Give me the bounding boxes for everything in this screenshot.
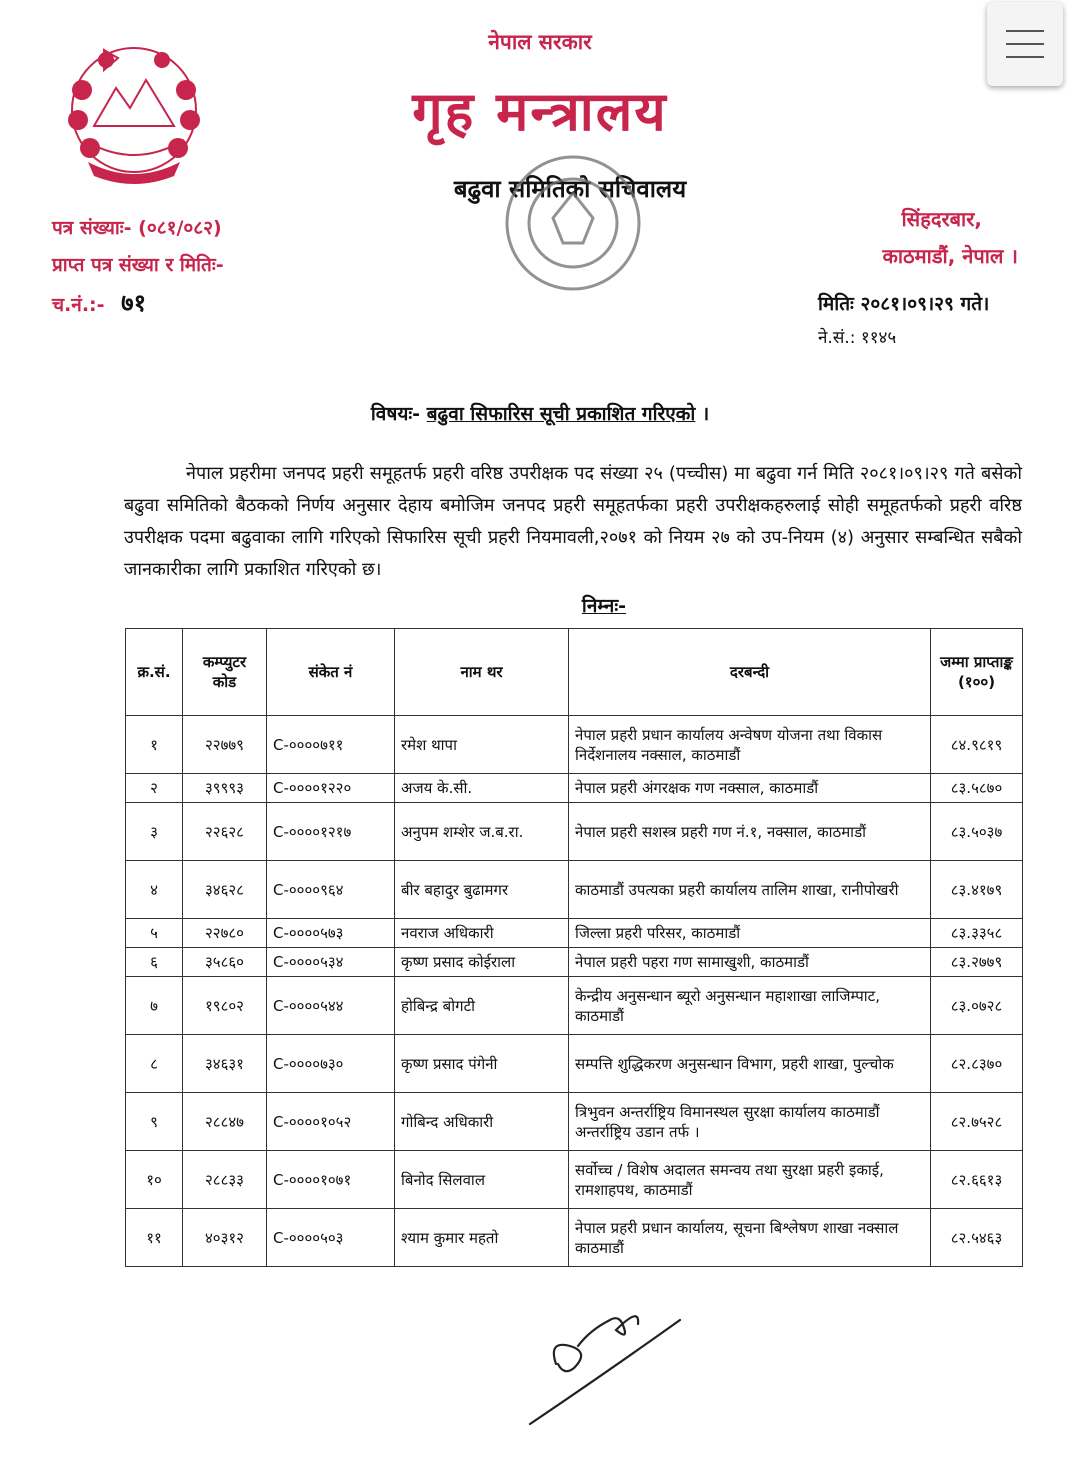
cell-post: नेपाल प्रहरी अंगरक्षक गण नक्साल, काठमाडौं	[569, 774, 931, 803]
government-title: नेपाल सरकार	[488, 30, 592, 54]
table-row	[126, 803, 1023, 861]
table-row	[126, 977, 1023, 1035]
cell-computer-code: २८८३३	[183, 1151, 267, 1209]
cell-total-marks: ८३.०७२८	[931, 977, 1023, 1035]
cell-post: जिल्ला प्रहरी परिसर, काठमाडौं	[569, 919, 931, 948]
menu-button[interactable]	[987, 2, 1063, 86]
cell-computer-code: २२७७९	[183, 716, 267, 774]
cell-sn: ६	[126, 948, 183, 977]
cell-symbol-no: C-००००५४४	[267, 977, 395, 1035]
secretariat-title: बढुवा समितिको सचिवालय	[453, 175, 687, 203]
office-seal-icon	[498, 148, 648, 298]
cell-total-marks: ८३.४१७९	[931, 861, 1023, 919]
letter-date: मितिः २०८१।०९।२९ गते।	[818, 293, 990, 315]
cell-post: नेपाल प्रहरी पहरा गण सामाखुशी, काठमाडौं	[569, 948, 931, 977]
nepal-emblem-icon	[54, 30, 214, 188]
cell-name: बिनोद सिलवाल	[395, 1151, 569, 1209]
cell-computer-code: ३४६३१	[183, 1035, 267, 1093]
cell-name: अजय के.सी.	[395, 774, 569, 803]
dispatch-number-row	[52, 286, 146, 319]
cell-post: नेपाल प्रहरी प्रधान कार्यालय अन्वेषण योजना तथा विकास निर्देशनालय नक्साल, काठमाडौं	[569, 716, 931, 774]
table-row	[126, 1209, 1023, 1267]
cell-sn: २	[126, 774, 183, 803]
cell-sn: १	[126, 716, 183, 774]
header-total-marks: जम्मा प्राप्ताङ्क (१००)	[931, 629, 1023, 716]
cell-sn: ५	[126, 919, 183, 948]
address-line-2: काठमाडौं, नेपाल ।	[882, 244, 1018, 268]
cell-name: अनुपम शम्शेर ज.ब.रा.	[395, 803, 569, 861]
cell-computer-code: ३९९९३	[183, 774, 267, 803]
cell-name: होबिन्द्र बोगटी	[395, 977, 569, 1035]
cell-total-marks: ८२.८३७०	[931, 1035, 1023, 1093]
recommendation-table	[125, 628, 1023, 1267]
dispatch-number: ७१	[121, 289, 147, 317]
cell-computer-code: २२६२८	[183, 803, 267, 861]
table-row	[126, 1151, 1023, 1209]
cell-total-marks: ८२.७५२८	[931, 1093, 1023, 1151]
signature-icon	[520, 1290, 700, 1430]
cell-name: रमेश थापा	[395, 716, 569, 774]
subject-end: ।	[701, 403, 710, 425]
cell-sn: ८	[126, 1035, 183, 1093]
cell-name: नवराज अधिकारी	[395, 919, 569, 948]
cell-symbol-no: C-००००१२२०	[267, 774, 395, 803]
cell-symbol-no: C-००००७३०	[267, 1035, 395, 1093]
subject-line	[0, 400, 1080, 426]
subject-label: विषयः-	[370, 403, 421, 425]
cell-symbol-no: C-००००१०७१	[267, 1151, 395, 1209]
cell-post: नेपाल प्रहरी प्रधान कार्यालय, सूचना बिश्लेषण शाखा नक्साल काठमाडौं	[569, 1209, 931, 1267]
cell-total-marks: ८३.५८७०	[931, 774, 1023, 803]
cell-post: केन्द्रीय अनुसन्धान ब्यूरो अनुसन्धान महाशाखा लाजिम्पाट, काठमाडौं	[569, 977, 931, 1035]
nepal-samvat-date: ने.सं.: ११४५	[818, 328, 897, 348]
table-row	[126, 1093, 1023, 1151]
header-post: दरबन्दी	[569, 629, 931, 716]
subject-text: बढुवा सिफारिस सूची प्रकाशित गरिएको	[426, 403, 696, 425]
cell-total-marks: ८३.५०३७	[931, 803, 1023, 861]
cell-symbol-no: C-००००५०३	[267, 1209, 395, 1267]
header-symbol-no: संकेत नं	[267, 629, 395, 716]
cell-total-marks: ८३.२७७९	[931, 948, 1023, 977]
cell-name: गोबिन्द अधिकारी	[395, 1093, 569, 1151]
cell-sn: ३	[126, 803, 183, 861]
cell-symbol-no: C-००००५३४	[267, 948, 395, 977]
header-name: नाम थर	[395, 629, 569, 716]
dispatch-label: च.नं.:-	[52, 294, 105, 316]
cell-sn: ११	[126, 1209, 183, 1267]
address-line-1: सिंहदरबार,	[901, 207, 982, 231]
cell-name: कृष्ण प्रसाद कोईराला	[395, 948, 569, 977]
cell-computer-code: ३४६२८	[183, 861, 267, 919]
cell-name: कृष्ण प्रसाद पंगेनी	[395, 1035, 569, 1093]
cell-post: सर्वोच्च / विशेष अदालत समन्वय तथा सुरक्षा प्रहरी इकाई, रामशाहपथ, काठमाडौं	[569, 1151, 931, 1209]
header-sn: क्र.सं.	[126, 629, 183, 716]
cell-total-marks: ८२.६६१३	[931, 1151, 1023, 1209]
cell-total-marks: ८४.९८१९	[931, 716, 1023, 774]
table-row	[126, 919, 1023, 948]
cell-post: त्रिभुवन अन्तर्राष्ट्रिय विमानस्थल सुरक्षा कार्यालय काठमाडौं अन्तर्राष्ट्रिय उडान तर्फ ।	[569, 1093, 931, 1151]
table-row	[126, 774, 1023, 803]
cell-symbol-no: C-००००९६४	[267, 861, 395, 919]
cell-name: बीर बहादुर बुढामगर	[395, 861, 569, 919]
cell-name: श्याम कुमार महतो	[395, 1209, 569, 1267]
cell-computer-code: २२७८०	[183, 919, 267, 948]
cell-computer-code: २८८४७	[183, 1093, 267, 1151]
cell-post: काठमाडौं उपत्यका प्रहरी कार्यालय तालिम शाखा, रानीपोखरी	[569, 861, 931, 919]
nimna-heading: निम्नः-	[581, 595, 627, 617]
table-row	[126, 861, 1023, 919]
cell-total-marks: ८२.५४६३	[931, 1209, 1023, 1267]
letter-number: पत्र संख्याः- (०८१/०८२)	[52, 217, 222, 239]
table-row	[126, 1035, 1023, 1093]
cell-symbol-no: C-००००१२१७	[267, 803, 395, 861]
ministry-title: गृह मन्त्रालय	[412, 80, 668, 143]
cell-symbol-no: C-००००५७३	[267, 919, 395, 948]
cell-sn: ४	[126, 861, 183, 919]
cell-sn: ७	[126, 977, 183, 1035]
body-paragraph: नेपाल प्रहरीमा जनपद प्रहरी समूहतर्फ प्रहरी वरिष्ठ उपरीक्षक पद संख्या २५ (पच्चीस) मा बढुवा गर्न मिति २०८१।०९।२९ गते बसेको बढुवा समितिको बैठकको निर्णय अनुसार देहाय बमोजिम जनपद प्रहरी समूहतर्फका प्रहरी उपरीक्षकहरुलाई सोही समूहतर्फको प्रहरी वरिष्ठ उपरीक्षक पदमा बढुवाका लागि गरिएको सिफारिस सूची प्रहरी नियमावली,२०७१ को नियम २७ को उप-नियम (४) अनुसार सम्बन्धित सबैको जानकारीका लागि प्रकाशित गरिएको छ।	[124, 463, 1022, 580]
cell-symbol-no: C-००००७११	[267, 716, 395, 774]
cell-sn: १०	[126, 1151, 183, 1209]
cell-computer-code: ३५८६०	[183, 948, 267, 977]
table-row	[126, 948, 1023, 977]
table-row	[126, 716, 1023, 774]
header-computer-code: कम्प्युटर कोड	[183, 629, 267, 716]
received-letter-info: प्राप्त पत्र संख्या र मितिः-	[52, 254, 224, 276]
cell-total-marks: ८३.३३५८	[931, 919, 1023, 948]
table-header-row	[126, 629, 1023, 716]
cell-sn: ९	[126, 1093, 183, 1151]
cell-computer-code: १९८०२	[183, 977, 267, 1035]
cell-post: नेपाल प्रहरी सशस्त्र प्रहरी गण नं.१, नक्साल, काठमाडौं	[569, 803, 931, 861]
cell-computer-code: ४०३१२	[183, 1209, 267, 1267]
cell-post: सम्पत्ति शुद्धिकरण अनुसन्धान विभाग, प्रहरी शाखा, पुल्चोक	[569, 1035, 931, 1093]
cell-symbol-no: C-००००१०५२	[267, 1093, 395, 1151]
